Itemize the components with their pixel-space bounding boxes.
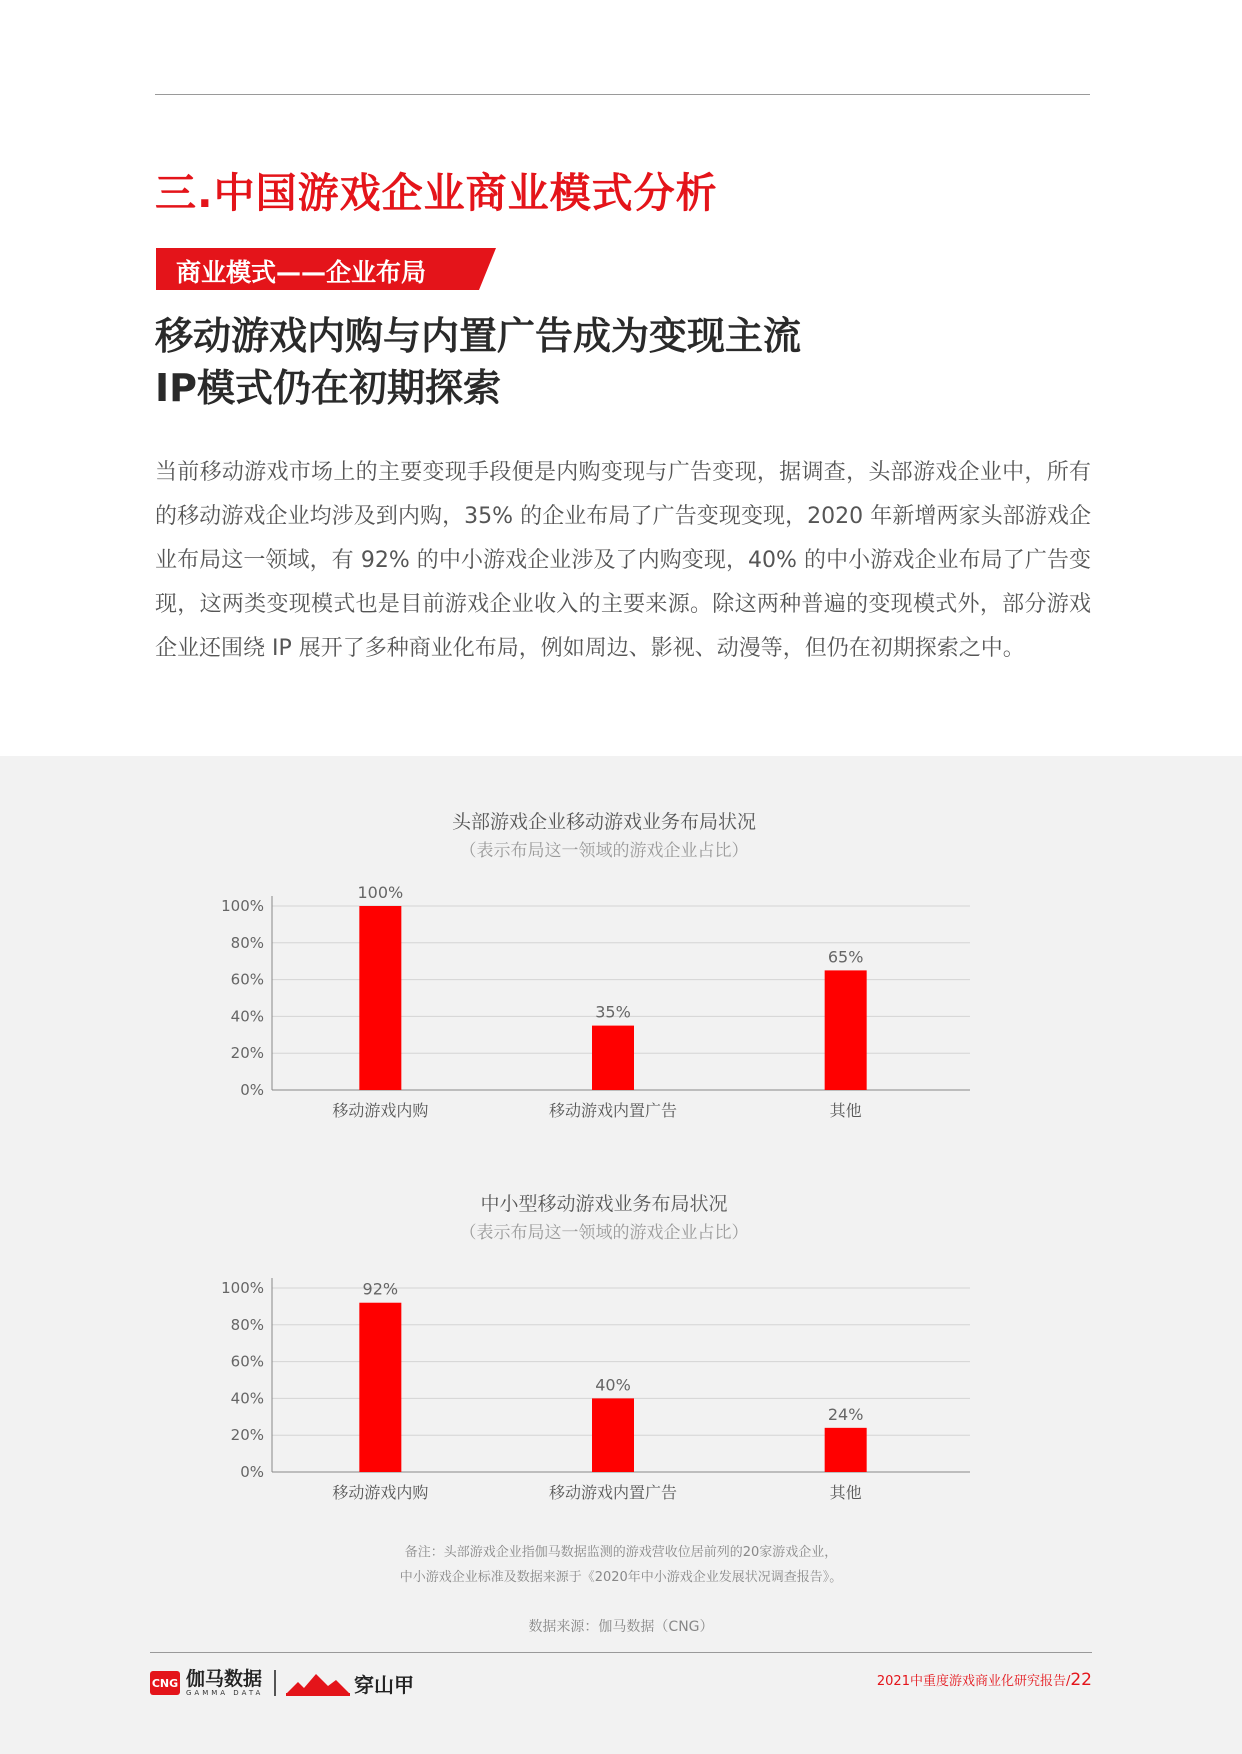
report-title: 2021中重度游戏商业化研究报告/ [876,1674,1071,1689]
data-label: 65% [827,947,864,967]
page-number: 22 [1070,1670,1092,1690]
y-tick-label: 80% [230,933,264,952]
gamma-logo-sub: GAMMA DATA [186,1689,264,1697]
y-tick-label: 60% [230,1352,264,1371]
section-title: 三.中国游戏企业商业模式分析 [155,169,718,217]
notes-line-2: 中小游戏企业标准及数据来源于《2020年中小游戏企业发展状况调查报告》。 [399,1570,843,1585]
y-tick-label: 0% [240,1081,264,1099]
bottom-rule [150,1652,1092,1653]
data-label: 24% [827,1404,864,1424]
section-tag [156,248,496,290]
x-category-label: 其他 [829,1483,862,1502]
y-tick-label: 60% [230,970,264,989]
logo-divider [274,1670,276,1696]
bar-chart-small-companies [0,1182,1242,1512]
bar [592,1026,634,1090]
x-category-label: 移动游戏内置广告 [548,1483,678,1502]
data-label: 92% [362,1279,399,1299]
tag-label: 商业模式——企业布局 [176,258,427,287]
y-tick-label: 80% [230,1315,264,1334]
chart-notes [0,1540,1242,1590]
bar [359,1303,401,1472]
x-category-label: 其他 [829,1101,862,1120]
y-tick-label: 40% [230,1007,264,1026]
data-label: 35% [595,1002,631,1022]
y-tick-label: 0% [240,1463,264,1481]
chart-title: 头部游戏企业移动游戏业务布局状况 [451,811,757,833]
y-tick-label: 20% [230,1044,264,1063]
data-source: 数据来源：伽马数据（CNG） [528,1619,714,1635]
x-category-label: 移动游戏内购 [332,1101,429,1120]
chart-subtitle: （表示布局这一领域的游戏企业占比） [459,841,749,861]
data-label: 100% [357,883,404,902]
headline-line-2: IP模式仍在初期探索 [155,366,501,410]
y-tick-label: 20% [230,1426,264,1445]
bar [825,1428,867,1472]
pangle-logo-name: 穿山甲 [354,1672,414,1697]
pangle-mountain-icon [286,1670,350,1696]
x-category-label: 移动游戏内购 [332,1483,429,1502]
gamma-logo-mark: CNG [150,1671,180,1695]
x-category-label: 移动游戏内置广告 [548,1101,678,1120]
y-tick-label: 100% [221,1279,264,1297]
bar-chart-head-companies [0,800,1242,1130]
chart-subtitle: （表示布局这一领域的游戏企业占比） [459,1223,749,1243]
headline [155,310,801,414]
gamma-data-logo [150,1668,263,1698]
top-rule [155,94,1090,95]
footer-report-info [877,1670,1092,1690]
notes-line-1: 备注：头部游戏企业指伽马数据监测的游戏营收位居前列的20家游戏企业， [404,1545,838,1560]
body-paragraph: 当前移动游戏市场上的主要变现手段便是内购变现与广告变现，据调查，头部游戏企业中，所有的移动游戏企业均涉及到内购，35% 的企业布局了广告变现变现，2020 年新增两家头部游戏企业布局这一领域，有 92% 的中小游戏企业涉及了内购变现，40% 的中小游戏企业布局了广告变现，这两类变现模式也是目前游戏企业收入的主要来源。除这两种普遍的变现模式外，部分游戏企业还围绕 IP 展开了多种商业化布局，例如周边、影视、动漫等，但仍在初期探索之中。 [155,460,1091,661]
y-tick-label: 40% [230,1389,264,1408]
gamma-logo-name: 伽马数据 [186,1668,263,1690]
headline-line-1: 移动游戏内购与内置广告成为变现主流 [155,314,802,358]
chart-title: 中小型移动游戏业务布局状况 [480,1193,728,1215]
pangle-logo [286,1668,414,1698]
bar [359,906,401,1090]
data-label: 40% [595,1375,631,1395]
bar [592,1398,634,1472]
bar [825,970,867,1090]
y-tick-label: 100% [221,897,264,915]
